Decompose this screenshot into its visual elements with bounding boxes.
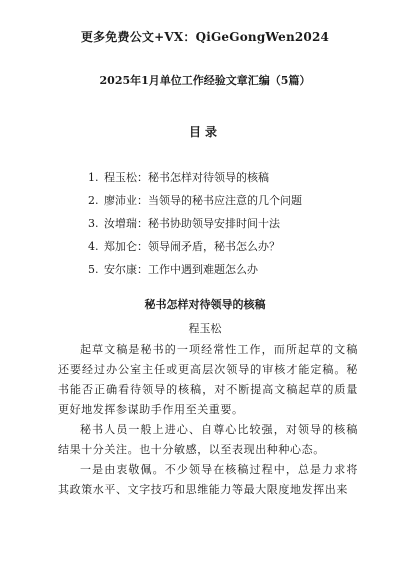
toc-item[interactable]: [88, 166, 302, 189]
toc-item[interactable]: [88, 235, 302, 258]
toc-item[interactable]: [88, 258, 302, 281]
toc-item-number: 4.: [88, 240, 99, 253]
toc-item[interactable]: [88, 212, 302, 235]
toc-heading: 目录: [188, 125, 221, 139]
toc-item-text: 汝增瑞：秘书协助领导安排时间十法: [104, 217, 280, 230]
toc-item-number: 1.: [88, 171, 99, 184]
toc-item[interactable]: [88, 189, 302, 212]
article-title: 秘书怎样对待领导的核稿: [144, 298, 266, 311]
toc-item-text: 廖沛业：当领导的秘书应注意的几个问题: [104, 194, 302, 207]
toc-item-text: 郑加仑：领导闹矛盾，秘书怎么办？: [104, 240, 280, 253]
article-paragraph: 秘书人员一般上进心、自尊心比较强，对领导的核稿结果十分关注。也十分敏感，以至表现出种种心态。: [58, 423, 358, 456]
article-author: 程玉松: [188, 322, 222, 335]
article-paragraph: 起草文稿是秘书的一项经常性工作，而所起草的文稿还要经过办公室主任或更高层次领导的审核才能定稿。秘书能否正确看待领导的核稿，对不断提高文稿起草的质量更好地发挥参谋助手作用至关重要。: [58, 343, 358, 416]
article-paragraph: 一是由衷敬佩。不少领导在核稿过程中，总是力求将其政策水平、文字技巧和思维能力等最大限度地发挥出来: [58, 463, 358, 496]
toc-item-number: 5.: [88, 263, 99, 276]
toc-item-number: 3.: [88, 217, 99, 230]
toc-item-text: 安尔康：工作中遇到难题怎么办: [104, 263, 258, 276]
article-body: [58, 340, 358, 500]
table-of-contents: [88, 166, 302, 281]
toc-item-text: 程玉松：秘书怎样对待领导的核稿: [104, 171, 269, 184]
promo-banner: 更多免费公文+VX：QiGeGongWen2024: [80, 30, 330, 44]
document-title: 2025年1月单位工作经验文章汇编（5篇）: [99, 74, 311, 87]
toc-item-number: 2.: [88, 194, 99, 207]
